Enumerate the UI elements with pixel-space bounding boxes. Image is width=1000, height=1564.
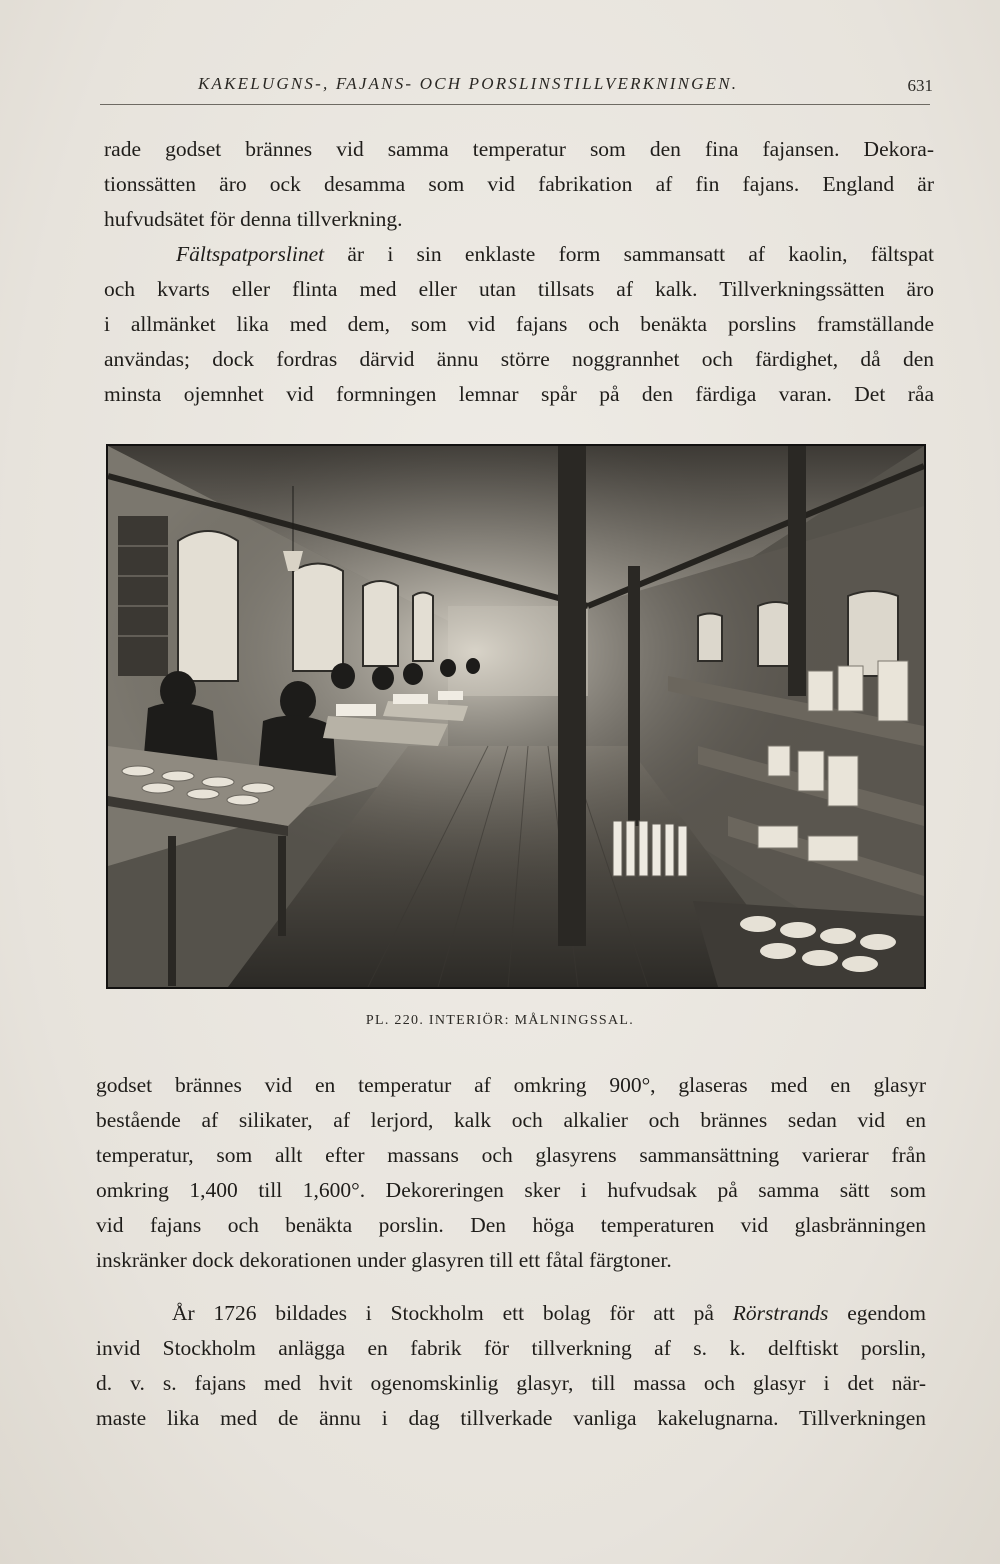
- text-line: och kvarts eller flinta med eller utan tillsats af kalk. Tillverkningssätten äro: [104, 277, 934, 301]
- text-line: minsta ojemnhet vid formningen lemnar spår på den färdiga varan. Det råa: [104, 382, 934, 406]
- paragraph-gap: [96, 1278, 926, 1296]
- text-line: hufvudsätet för denna tillverkning.: [104, 207, 403, 231]
- text-line: maste lika med de ännu i dag tillverkade vanliga kakelugnarna. Tillverkningen: [96, 1406, 926, 1430]
- text-line: godset brännes vid en temperatur af omkring 900°, glaseras med en glasyr: [96, 1073, 926, 1097]
- page-number: 631: [907, 76, 933, 95]
- text-line: omkring 1,400 till 1,600°. Dekoreringen sker i hufvudsak på samma sätt som: [96, 1178, 926, 1202]
- top-text-block: [104, 132, 934, 412]
- workshop-photograph: [106, 444, 926, 989]
- text-line: rade godset brännes vid samma temperatur som den fina fajansen. Dekora-: [104, 137, 934, 161]
- running-title: KAKELUGNS-, FAJANS- OCH PORSLINSTILLVERKNINGEN.: [198, 74, 739, 93]
- text-segment: är i sin enklaste form sammansatt af kaolin, fältspat: [324, 242, 934, 266]
- text-line: invid Stockholm anlägga en fabrik för tillverkning af s. k. delftiskt porslin,: [96, 1336, 926, 1360]
- text-line: vid fajans och benäkta porslin. Den höga temperaturen vid glasbränningen: [96, 1213, 926, 1237]
- text-line: inskränker dock dekorationen under glasyren till ett fåtal färgtoner.: [96, 1248, 672, 1272]
- bottom-text-block: [96, 1068, 926, 1436]
- header-rule: [100, 104, 930, 105]
- term-faltspatporslinet: Fältspatporslinet: [176, 242, 325, 266]
- text-line: i allmänket lika med dem, som vid fajans och benäkta porslins framställande: [104, 312, 934, 336]
- text-segment: År 1726 bildades i Stockholm ett bolag för att på: [172, 1301, 733, 1325]
- text-line: användas; dock fordras därvid ännu större noggrannhet och färdighet, då den: [104, 347, 934, 371]
- text-line: d. v. s. fajans med hvit ogenomskinlig glasyr, till massa och glasyr i det när-: [96, 1371, 926, 1395]
- text-line: bestående af silikater, af lerjord, kalk och alkalier och brännes sedan vid en: [96, 1108, 926, 1132]
- place-rorstrand: Rörstrands: [732, 1301, 829, 1325]
- text-line: temperatur, som allt efter massans och glasyrens sammansättning varierar från: [96, 1143, 926, 1167]
- running-head: [100, 72, 935, 102]
- paragraph-start-line: [104, 237, 934, 272]
- text-segment: egendom: [828, 1301, 927, 1325]
- paragraph-start-line: [96, 1296, 926, 1331]
- figure-caption: PL. 220. INTERIÖR: MÅLNINGSSAL.: [365, 1013, 635, 1028]
- text-line: tionssätten äro ock desamma som vid fabrikation af fin fajans. England är: [104, 172, 934, 196]
